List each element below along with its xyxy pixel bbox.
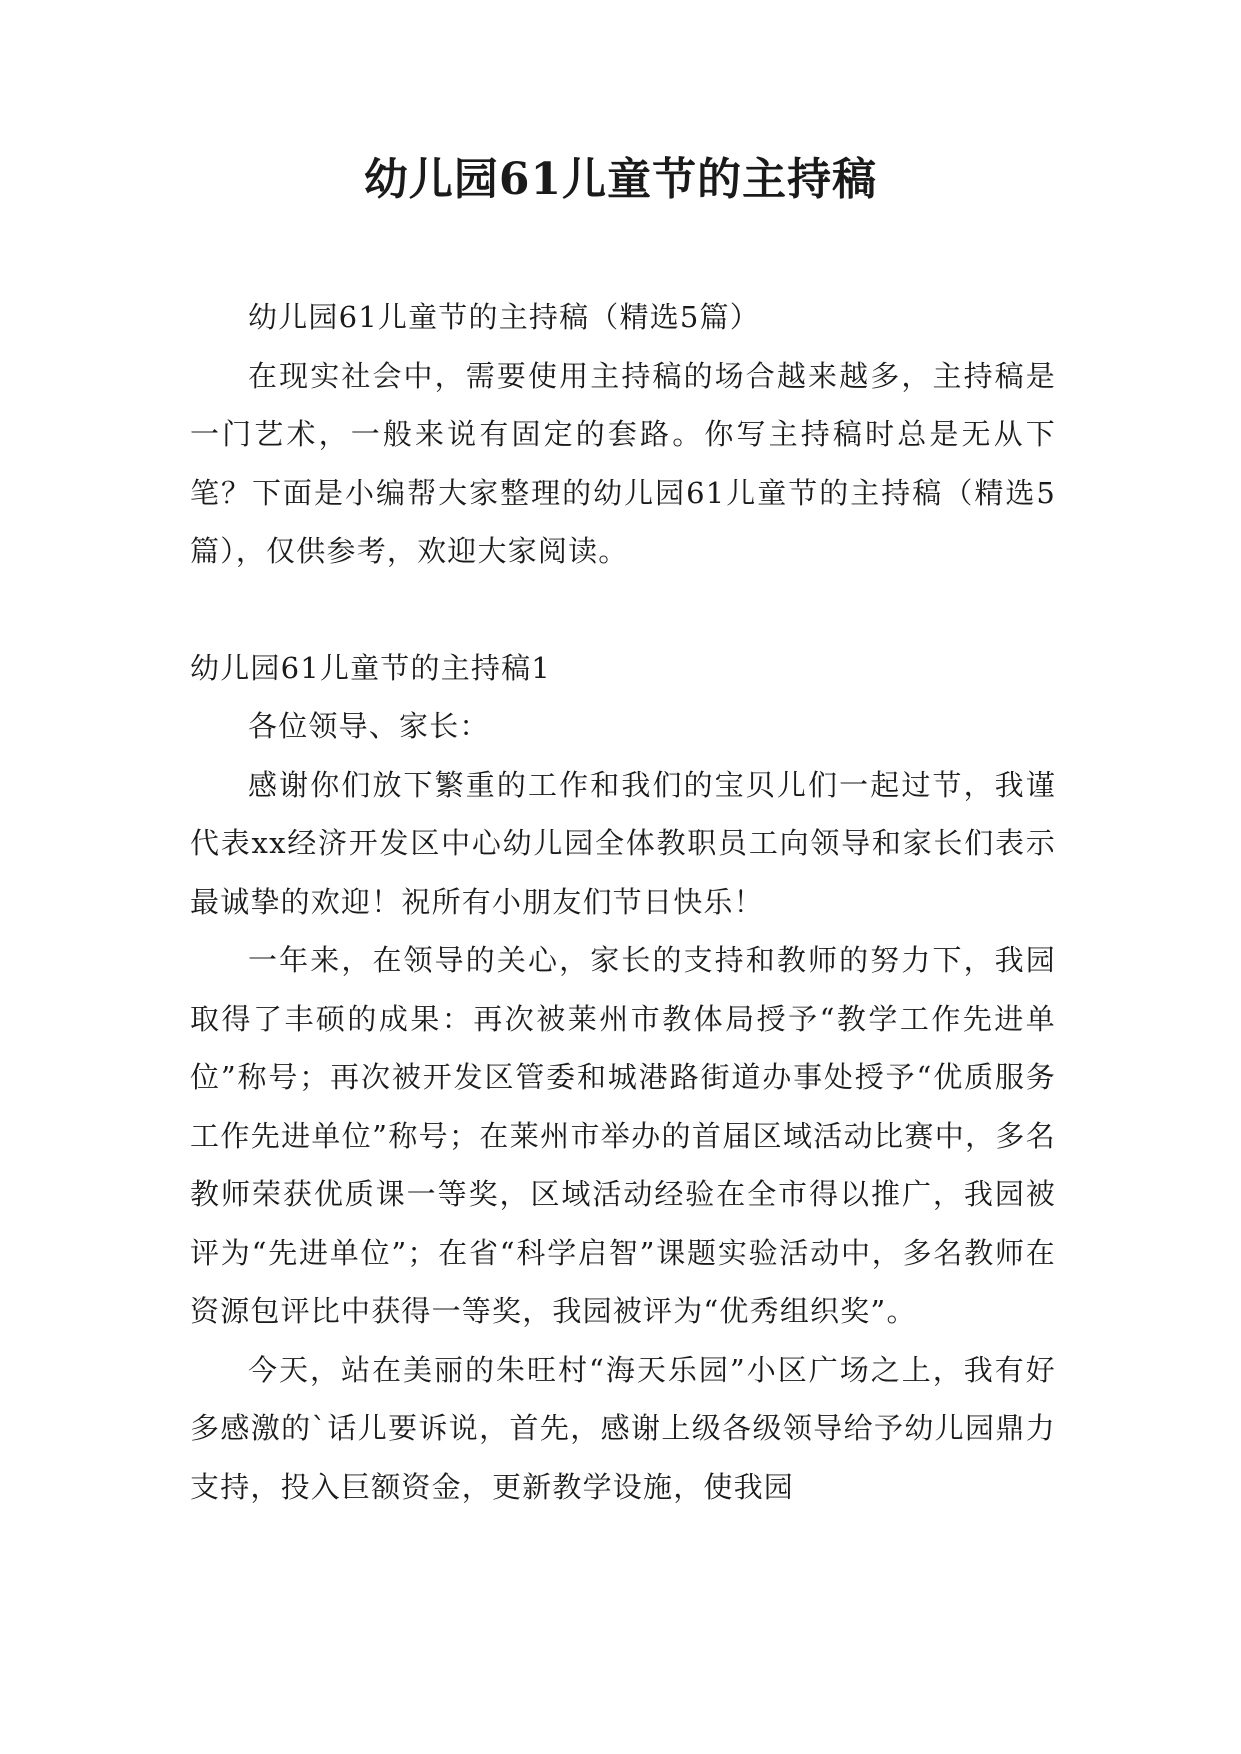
section-heading: 幼儿园61儿童节的主持稿1	[190, 650, 551, 685]
body-paragraph: 各位领导、家长：	[248, 709, 490, 743]
document-body	[190, 288, 1056, 1516]
document-title: 幼儿园61儿童节的主持稿	[363, 154, 878, 205]
body-paragraph: 感谢你们放下繁重的工作和我们的宝贝儿们一起过节，我谨代表xx经济开发区中心幼儿园全体教职员工向领导和家长们表示最诚挚的欢迎！祝所有小朋友们节日快乐！	[190, 767, 1056, 919]
document-subtitle: 幼儿园61儿童节的主持稿（精选5篇）	[248, 300, 760, 334]
section-spacer	[190, 581, 1056, 639]
body-paragraph: 一年来，在领导的关心，家长的支持和教师的努力下，我园取得了丰硕的成果：再次被莱州市教体局授予“教学工作先进单位”称号；再次被开发区管委和城港路街道办事处授予“优质服务工作先进单位”称号；在莱州市举办的首届区域活动比赛中，多名教师荣获优质课一等奖，区域活动经验在全市得以推广，我园被评为“先进单位”；在省“科学启智”课题实验活动中，多名教师在资源包评比中获得一等奖，我园被评为“优秀组织奖”。	[190, 943, 1056, 1328]
intro-paragraph: 在现实社会中，需要使用主持稿的场合越来越多，主持稿是一门艺术，一般来说有固定的套路。你写主持稿时总是无从下笔？下面是小编帮大家整理的幼儿园61儿童节的主持稿（精选5篇），仅供参考，欢迎大家阅读。	[190, 358, 1056, 568]
body-paragraph: 今天，站在美丽的朱旺村“海天乐园”小区广场之上，我有好多感激的`话儿要诉说，首先，感谢上级各级领导给予幼儿园鼎力支持，投入巨额资金，更新教学设施，使我园	[190, 1352, 1056, 1504]
